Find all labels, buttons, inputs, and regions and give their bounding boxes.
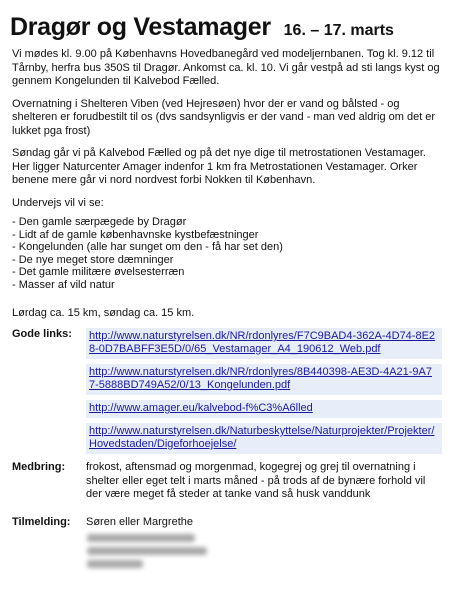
bring-section [10,461,442,502]
redacted-line [87,560,143,568]
link-kongelunden-pdf[interactable]: http://www.naturstyrelsen.dk/NR/rdonlyres/8B440398-AE3D-4A21-9A77-5888BD749A52/0/13_Kongelunden.pdf [86,364,442,395]
title-date: 16. – 17. marts [283,22,394,39]
bring-label: Medbring: [12,461,66,473]
list-item: - Lidt af de gamle københavnske kystbefæstninger [12,229,442,242]
stops-list [12,216,442,291]
links-label: Gode links: [12,328,72,340]
title-main: Dragør og Vestamager [10,13,271,41]
signup-label: Tilmelding: [12,515,71,528]
signup-name: Søren eller Margrethe [86,515,193,528]
redacted-line [87,547,207,555]
redacted-line [87,534,195,542]
redacted-contact [86,534,442,568]
sunday-paragraph: Søndag går vi på Kalvebod Fælled og på det nye dige til metrostationen Vestamager. Her ligger Naturcenter Amager indenfor 1 km fra Metrostationen Vestamager. Orker benene mere går vi nord nordvest forbi Nokken til København. [12,147,426,186]
link-amager-kalvebod[interactable]: http://www.amager.eu/kalvebod-f%C3%A6lled [86,400,442,418]
distance-text: Lørdag ca. 15 km, søndag ca. 15 km. [12,307,195,319]
list-item: - Kongelunden (alle har sunget om den - få har set den) [12,241,442,254]
link-digeforhoejelse[interactable]: http://www.naturstyrelsen.dk/Naturbeskyttelse/Naturprojekter/Projekter/Hovedstaden/Digeforhoejelse/ [86,423,442,454]
links-list [86,328,442,459]
flyer-page [10,8,442,568]
overnight-paragraph: Overnatning i Shelteren Viben (ved Hejresøen) hvor der er vand og bålsted - og shelteren er forudbestilt til os (dvs sandsynligvis er der vand - man ved aldrig om det er lukket pga frost) [12,97,436,137]
links-section [10,328,442,459]
list-item: - Den gamle særpægede by Dragør [12,216,442,229]
list-item: - Det gamle militære øvelsesterræn [12,266,442,279]
stops-intro: Undervejs vil vi se: [12,196,104,209]
signup-section [10,516,442,569]
link-vestamager-pdf[interactable]: http://www.naturstyrelsen.dk/NR/rdonlyres/F7C9BAD4-362A-4D74-8E28-0D7BABFF3E5D/0/65_Vestamager_A4_190612_Web.pdf [86,328,442,359]
list-item: - Masser af vild natur [12,279,442,292]
page-title [10,8,442,40]
bring-text: frokost, aftensmad og morgenmad, kogegrej og grej til overnatning i shelter eller eget telt i marts måned - på trods af de bynære forhold vil der være meget få steder at tanke vand så husk vanddunk [86,461,426,500]
meeting-paragraph: Vi mødes kl. 9.00 på Københavns Hovedbanegård ved modeljernbanen. Tog kl. 9.12 til Tårnby, herfra bus 350S til Dragør. Ankomst ca. kl. 10. Vi går vestpå ad sti langs kyst og gennem Kongelunden til Kalvebod Fælled. [12,48,440,87]
list-item: - De nye meget store dæmninger [12,254,442,267]
